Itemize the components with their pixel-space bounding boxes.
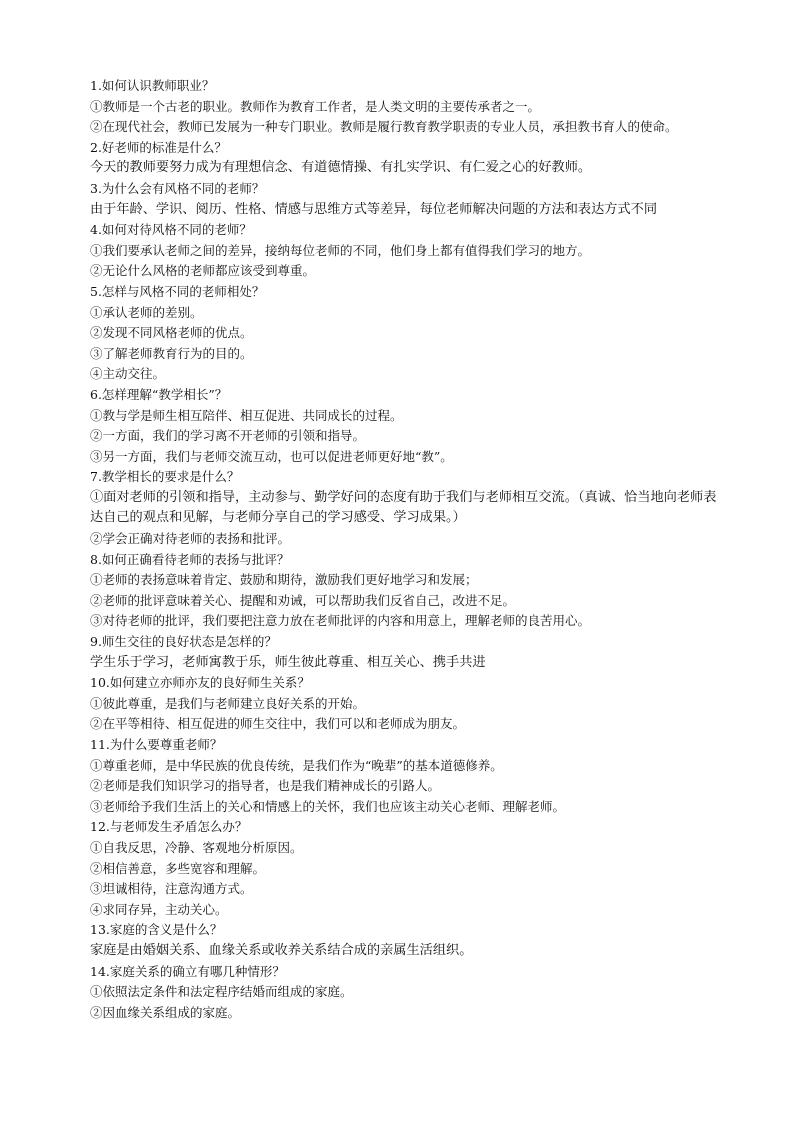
answer-line: ②因血缘关系组成的家庭。 (90, 1004, 241, 1020)
answer-line: ③对待老师的批评，我们要把注意力放在老师批评的内容和用意上，理解老师的良苦用心。 (90, 613, 591, 629)
answer-line: ②无论什么风格的老师都应该受到尊重。 (90, 263, 316, 279)
question-heading: 1.如何认识教师职业？ (90, 78, 215, 93)
answer-line: ④求同存异，主动关心。 (90, 901, 228, 917)
answer-line: ②相信善意，多些宽容和理解。 (90, 860, 266, 876)
question-heading: 10.如何建立亦师亦友的良好师生关系？ (90, 675, 310, 691)
answer-line: ①教师是一个古老的职业。教师作为教育工作者，是人类文明的主要传承者之一。 (90, 98, 541, 114)
answer-line: ①自我反思，冷静、客观地分析原因。 (90, 839, 303, 855)
question-heading: 7.教学相长的要求是什么？ (90, 469, 240, 485)
answer-line: ③了解老师教育行为的目的。 (90, 345, 253, 361)
answer-line: ②在现代社会，教师已发展为一种专门职业。教师是履行教育教学职责的专业人员，承担教书育人的使命。 (90, 119, 678, 135)
question-heading: 8.如何正确看待老师的表扬与批评？ (90, 551, 290, 567)
question-heading: 11.为什么要尊重老师？ (90, 737, 223, 752)
answer-line: ②学会正确对待老师的表扬和批评。 (90, 531, 291, 547)
answer-line: 家庭是由婚姻关系、血缘关系或收养关系结合成的亲属生活组织。 (90, 942, 473, 958)
answer-line: ①面对老师的引领和指导，主动参与、勤学好问的态度有助于我们与老师相互交流。（真诚、恰当地向老师表达自己的观点和见解，与老师分享自己的学习感受、学习成果。） (90, 489, 717, 526)
question-heading: 2.好老师的标准是什么？ (90, 139, 227, 155)
answer-line: ①老师的表扬意味着肯定、鼓励和期待，激励我们更好地学习和发展； (90, 572, 478, 588)
answer-line: ②一方面，我们的学习离不开老师的引领和指导。 (90, 428, 366, 444)
answer-line: ②老师是我们知识学习的指导者，也是我们精神成长的引路人。 (90, 778, 441, 794)
question-heading: 6.怎样理解“教学相长”？ (90, 386, 228, 402)
answer-line: ③老师给予我们生活上的关心和情感上的关怀，我们也应该主动关心老师、理解老师。 (90, 798, 566, 814)
answer-line: ②老师的批评意味着关心、提醒和劝诫，可以帮助我们反省自己，改进不足。 (90, 592, 516, 608)
question-heading: 4.如何对待风格不同的老师？ (90, 222, 252, 238)
answer-line: ③另一方面，我们与老师交流互动，也可以促进老师更好地“教”。 (90, 448, 453, 464)
answer-line: ①教与学是师生相互陪伴、相互促进、共同成长的过程。 (90, 407, 403, 423)
answer-line: 学生乐于学习，老师寓教于乐，师生彼此尊重、相互关心、携手共进 (90, 654, 486, 670)
question-heading: 12.与老师发生矛盾怎么办？ (90, 819, 248, 835)
answer-line: ①依照法定条件和法定程序结婚而组成的家庭。 (90, 984, 353, 1000)
answer-line: 由于年龄、学识、阅历、性格、情感与思维方式等差异，每位老师解决问题的方法和表达方式不同 (90, 201, 658, 217)
answer-line: ①承认老师的差别。 (90, 304, 203, 320)
question-heading: 9.师生交往的良好状态是怎样的？ (90, 634, 277, 650)
answer-line: ①我们要承认老师之间的差异，接纳每位老师的不同，他们身上都有值得我们学习的地方。 (90, 242, 591, 258)
question-heading: 3.为什么会有风格不同的老师？ (90, 180, 265, 196)
answer-line: ①彼此尊重，是我们与老师建立良好关系的开始。 (90, 695, 366, 711)
document-page (90, 76, 720, 1023)
answer-line: ②发现不同风格老师的优点。 (90, 325, 253, 341)
answer-line: ④主动交往。 (90, 366, 166, 382)
question-heading: 14.家庭关系的确立有哪几种情形？ (90, 963, 285, 979)
answer-line: ③坦诚相待，注意沟通方式。 (90, 881, 253, 897)
answer-line: ①尊重老师，是中华民族的优良传统，是我们作为“晚辈”的基本道德修养。 (90, 757, 503, 773)
answer-line: ②在平等相待、相互促进的师生交往中，我们可以和老师成为朋友。 (90, 716, 466, 732)
question-heading: 5.怎样与风格不同的老师相处？ (90, 283, 265, 299)
question-heading: 13.家庭的含义是什么？ (90, 922, 223, 938)
answer-line: 今天的教师要努力成为有理想信念、有道德情操、有扎实学识、有仁爱之心的好教师。 (90, 160, 592, 176)
